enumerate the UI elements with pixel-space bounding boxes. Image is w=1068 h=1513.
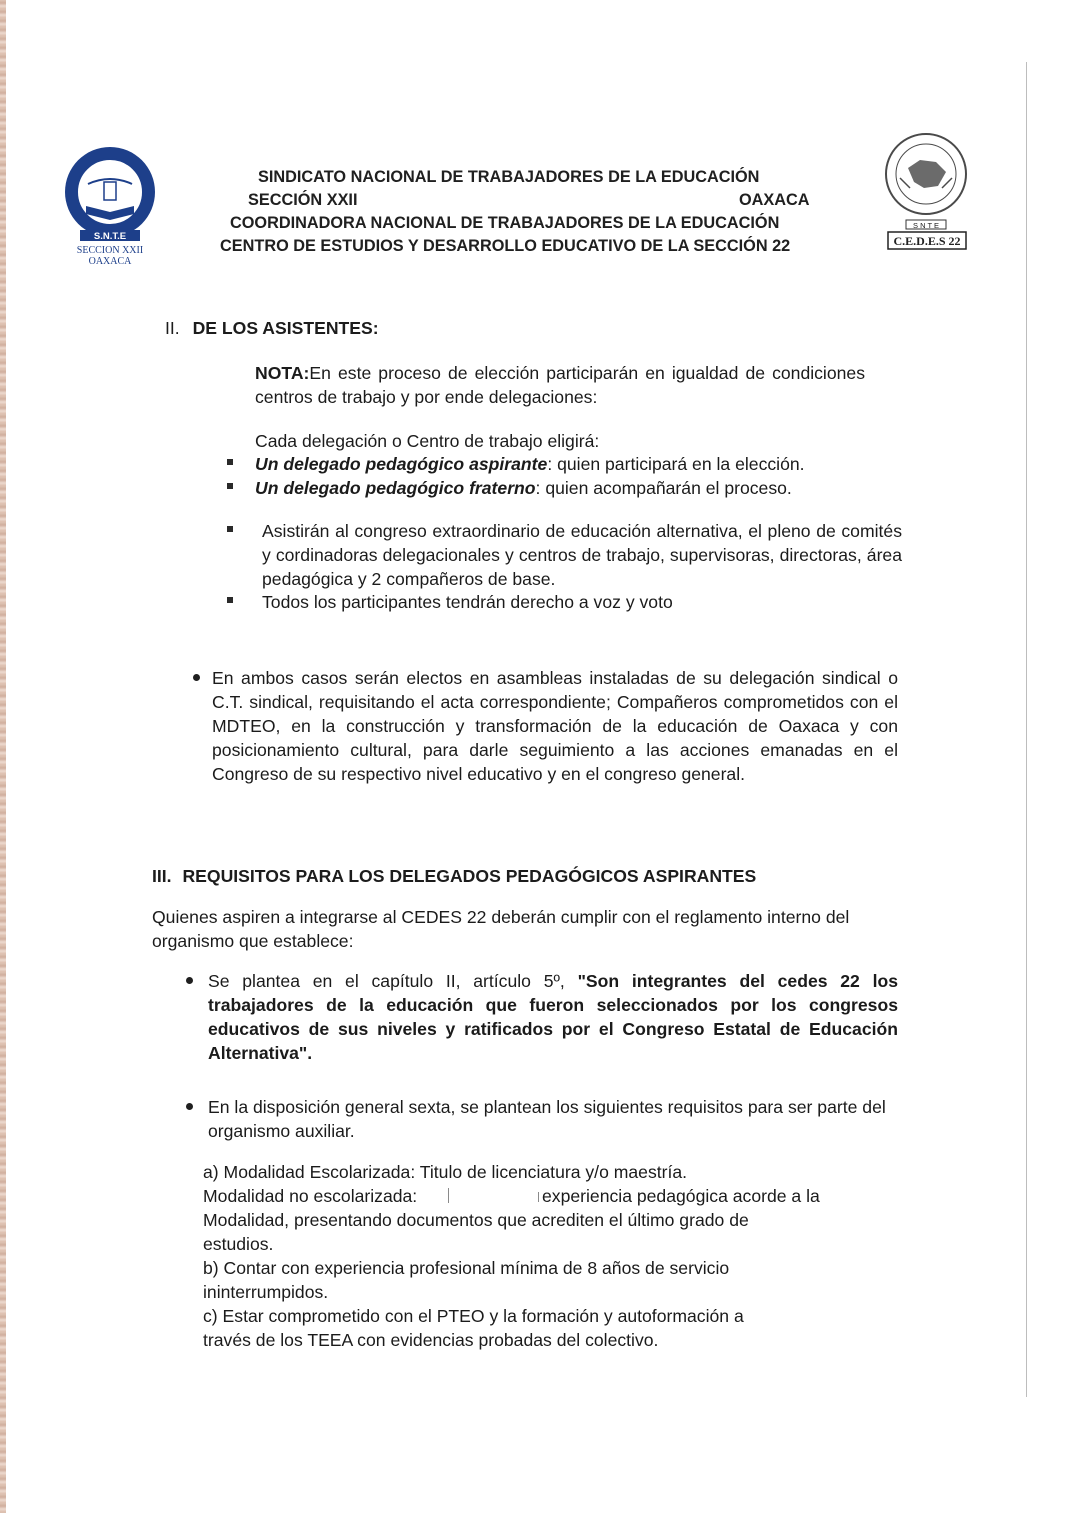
round-bullet [186, 1103, 193, 1110]
seccion-label: SECCION XXII [76, 245, 144, 256]
section-iii-numeral: III. [152, 866, 172, 886]
item-bold: Un delegado pedagógico fraterno [255, 478, 536, 498]
req-a-experiencia: experiencia pedagógica acorde a la [542, 1186, 820, 1206]
articulo-5-intro: Se plantea en el capítulo II, artículo 5º, [208, 971, 578, 991]
list-item [255, 452, 895, 476]
page-edge-line [1026, 62, 1027, 1397]
oaxaca-label: OAXACA [88, 256, 132, 267]
section-iii-intro: Quienes aspiren a integrarse al CEDES 22 deberán cumplir con el reglamento interno del organismo que establece: [152, 907, 850, 951]
square-bullet [227, 597, 233, 603]
snte-seccion-xxii-logo [58, 144, 178, 269]
item-rest: : quien participará en la elección. [547, 454, 805, 474]
nota-label: NOTA: [255, 363, 310, 383]
square-bullet [227, 459, 233, 465]
req-c-line: través de los TEEA con evidencias probadas del colectivo. [203, 1330, 659, 1350]
req-a-line: estudios. [203, 1234, 274, 1254]
voz-voto-text: Todos los participantes tendrán derecho a voz y voto [262, 592, 673, 612]
cedes-22-logo [880, 128, 972, 256]
snte-small-label: S N T E [913, 221, 939, 230]
cedes-label: C.E.D.E.S 22 [893, 234, 961, 248]
header-oaxaca: OAXACA [739, 191, 810, 209]
req-a-line [203, 1184, 883, 1208]
req-b-line: ininterrumpidos. [203, 1282, 329, 1302]
header-line-cedes: CENTRO DE ESTUDIOS Y DESARROLLO EDUCATIVO DE LA SECCIÓN 22 [220, 237, 791, 255]
disposicion-sexta-paragraph: En la disposición general sexta, se plantean los siguientes requisitos para ser parte del organismo auxiliar. [208, 1097, 886, 1141]
scan-edge [0, 0, 6, 1513]
cada-delegacion-text: Cada delegación o Centro de trabajo eligirá: [255, 431, 600, 451]
header-line-cnte: COORDINADORA NACIONAL DE TRABAJADORES DE LA EDUCACIÓN [230, 214, 780, 232]
section-iii-title: REQUISITOS PARA LOS DELEGADOS PEDAGÓGICOS ASPIRANTES [182, 866, 757, 886]
req-b-line: b) Contar con experiencia profesional mínima de 8 años de servicio [203, 1258, 730, 1278]
square-bullet [227, 483, 233, 489]
header-seccion: SECCIÓN XXII [248, 191, 358, 209]
section-iii-heading [152, 866, 756, 887]
round-bullet [193, 674, 200, 681]
ambos-casos-paragraph: En ambos casos serán electos en asambleas instaladas de su delegación sindical o C.T. sindical, requisitando el acta correspondiente; Compañeros comprometidos con el MDTEO, en la construcción y transformación de la educación de Oaxaca y con posicionamiento cultural, para darle seguimiento a las acciones emanadas en el Congreso de su respectivo nivel educativo y en el congreso general. [212, 668, 898, 784]
req-a-line: a) Modalidad Escolarizada: Titulo de licenciatura y/o maestría. [203, 1162, 688, 1182]
snte-label: S.N.T.E [93, 231, 127, 242]
articulo-5-quote: "Son integrantes del cedes 22 los trabajadores de la educación que fueron seleccionados por los congresos educativos de sus niveles y ratificados por el Congreso Estatal de Educación Alternativa". [208, 971, 898, 1063]
document-header [212, 166, 852, 258]
articulo-5-paragraph [208, 969, 898, 1065]
round-bullet [186, 977, 193, 984]
redaction-mark [538, 1192, 539, 1202]
redaction-mark [448, 1188, 449, 1203]
asistiran-paragraph: Asistirán al congreso extraordinario de educación alternativa, el pleno de comités y cordinadoras delegacionales y centros de trabajo, supervisoras, directoras, área pedagógica y 2 compañeros de base. [262, 521, 902, 589]
section-ii-heading [165, 318, 379, 339]
requirements-block [203, 1160, 883, 1352]
nota-paragraph [255, 361, 865, 409]
req-a-no-escolarizada: Modalidad no escolarizada: [203, 1186, 418, 1206]
header-line-seccion [212, 189, 852, 212]
section-ii-numeral: II. [165, 318, 180, 338]
section-ii-title: DE LOS ASISTENTES: [192, 318, 379, 338]
item-rest: : quien acompañarán el proceso. [535, 478, 792, 498]
cedes-seal-icon [880, 128, 972, 256]
nota-text: En este proceso de elección participarán en igualdad de condiciones centros de trabajo y por ende delegaciones: [255, 363, 865, 407]
snte-seal-icon [58, 144, 178, 269]
req-c-line: c) Estar comprometido con el PTEO y la formación y autoformación a [203, 1306, 744, 1326]
item-bold: Un delegado pedagógico aspirante [255, 454, 548, 474]
list-item [255, 476, 895, 500]
header-line-snte: SINDICATO NACIONAL DE TRABAJADORES DE LA EDUCACIÓN [258, 168, 760, 186]
square-bullet [227, 526, 233, 532]
req-a-line: Modalidad, presentando documentos que acrediten el último grado de [203, 1210, 749, 1230]
